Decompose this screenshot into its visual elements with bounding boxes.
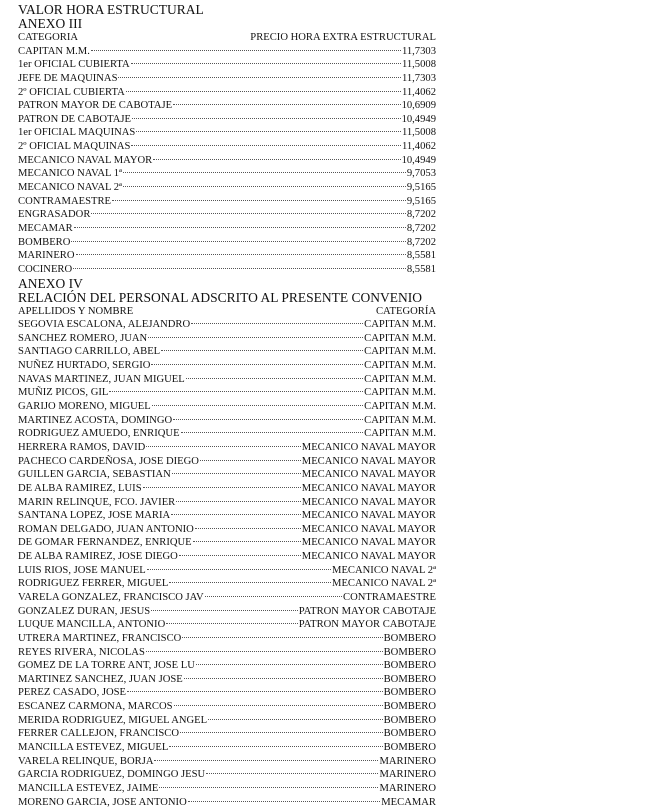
dot-leader bbox=[200, 460, 301, 461]
dot-leader bbox=[173, 419, 363, 420]
staff-row-label: MORENO GARCIA, JOSE ANTONIO bbox=[18, 796, 187, 808]
rate-row bbox=[18, 167, 436, 181]
staff-row-label: PACHECO CARDEÑOSA, JOSE DIEGO bbox=[18, 455, 199, 467]
rate-row bbox=[18, 58, 436, 72]
staff-row-value: MECANICO NAVAL 2ª bbox=[332, 564, 436, 576]
rate-row bbox=[18, 72, 436, 86]
rate-row-value: 9,5165 bbox=[406, 195, 436, 207]
staff-row-value: MECANICO NAVAL MAYOR bbox=[301, 496, 436, 508]
dot-leader bbox=[91, 50, 401, 51]
dot-leader bbox=[181, 432, 364, 433]
rate-row-value: 11,7303 bbox=[401, 45, 436, 57]
rate-row-label: MECANICO NAVAL 2ª bbox=[18, 182, 122, 194]
dot-leader bbox=[73, 268, 406, 269]
anexo-iv-title: ANEXO IV bbox=[18, 275, 83, 291]
staff-row bbox=[18, 468, 436, 482]
staff-row bbox=[18, 345, 436, 359]
staff-row-value: CAPITAN M.M. bbox=[364, 428, 436, 440]
anexo-iii-header bbox=[18, 31, 436, 45]
rate-row bbox=[18, 195, 436, 209]
document-title: VALOR HORA ESTRUCTURAL bbox=[18, 2, 204, 17]
staff-row-value: MECANICO NAVAL MAYOR bbox=[301, 441, 436, 453]
anexo-iv-header bbox=[18, 305, 436, 319]
dot-leader bbox=[91, 213, 405, 214]
staff-row-label: FERRER CALLEJON, FRANCISCO bbox=[18, 728, 179, 740]
staff-row-label: PEREZ CASADO, JOSE bbox=[18, 687, 127, 699]
staff-row-value: CAPITAN M.M. bbox=[364, 414, 436, 426]
rate-row bbox=[18, 99, 436, 113]
staff-row-value: MARINERO bbox=[379, 769, 436, 781]
staff-row-label: DE GOMAR FERNANDEZ, ENRIQUE bbox=[18, 537, 192, 549]
dot-leader bbox=[76, 254, 406, 255]
staff-row-value: CAPITAN M.M. bbox=[364, 373, 436, 385]
rate-row-value: 8,5581 bbox=[406, 250, 436, 262]
staff-row-label: RODRIGUEZ AMUEDO, ENRIQUE bbox=[18, 428, 180, 440]
rate-row-value: 11,7303 bbox=[401, 72, 436, 84]
dot-leader bbox=[193, 541, 301, 542]
staff-row-value: BOMBERO bbox=[383, 660, 436, 672]
rate-row-label: MECANICO NAVAL 1ª bbox=[18, 168, 122, 180]
rate-row-label: JEFE DE MAQUINAS bbox=[18, 72, 118, 84]
staff-row-value: PATRON MAYOR CABOTAJE bbox=[298, 619, 436, 631]
document-page bbox=[18, 3, 436, 809]
staff-row bbox=[18, 536, 436, 550]
staff-row-value: CAPITAN M.M. bbox=[364, 360, 436, 372]
dot-leader bbox=[154, 760, 378, 761]
dot-leader bbox=[186, 378, 363, 379]
staff-row-value: MECANICO NAVAL MAYOR bbox=[301, 537, 436, 549]
rate-row-label: 1er OFICIAL CUBIERTA bbox=[18, 59, 130, 71]
staff-row-value: PATRON MAYOR CABOTAJE bbox=[298, 605, 436, 617]
rate-row-value: 11,4062 bbox=[401, 86, 436, 98]
staff-row bbox=[18, 714, 436, 728]
staff-row-value: MECANICO NAVAL MAYOR bbox=[301, 469, 436, 481]
dot-leader bbox=[196, 664, 383, 665]
staff-row-value: BOMBERO bbox=[383, 728, 436, 740]
dot-leader bbox=[173, 104, 401, 105]
staff-row-value: BOMBERO bbox=[383, 742, 436, 754]
rate-row-label: CAPITAN M.M. bbox=[18, 45, 90, 57]
dot-leader bbox=[191, 323, 363, 324]
staff-row-label: MANCILLA ESTEVEZ, MIGUEL bbox=[18, 742, 169, 754]
rate-row-value: 11,5008 bbox=[401, 127, 436, 139]
rate-row-value: 8,7202 bbox=[406, 222, 436, 234]
rate-row-label: 2º OFICIAL MAQUINAS bbox=[18, 141, 131, 153]
rate-row-label: MECANICO NAVAL MAYOR bbox=[18, 154, 153, 166]
rate-row bbox=[18, 140, 436, 154]
staff-row bbox=[18, 700, 436, 714]
dot-leader bbox=[112, 200, 406, 201]
dot-leader bbox=[71, 241, 405, 242]
staff-row-label: MARTINEZ SANCHEZ, JUAN JOSE bbox=[18, 673, 183, 685]
staff-row-value: MECANICO NAVAL 2ª bbox=[332, 578, 436, 590]
staff-row-value: MECANICO NAVAL MAYOR bbox=[301, 455, 436, 467]
staff-row bbox=[18, 441, 436, 455]
rate-row-label: MARINERO bbox=[18, 250, 75, 262]
anexo-iii-title: ANEXO III bbox=[18, 16, 83, 31]
staff-row-label: VARELA RELINQUE, BORJA bbox=[18, 755, 154, 767]
rate-row bbox=[18, 263, 436, 277]
dot-leader bbox=[109, 391, 363, 392]
dot-leader bbox=[151, 610, 298, 611]
anexo-iv-col-name: APELLIDOS Y NOMBRE bbox=[18, 305, 134, 317]
rate-row-label: BOMBERO bbox=[18, 236, 71, 248]
staff-row bbox=[18, 332, 436, 346]
dot-leader bbox=[131, 145, 401, 146]
staff-row-value: BOMBERO bbox=[383, 632, 436, 644]
dot-leader bbox=[126, 91, 401, 92]
staff-row-value: MARINERO bbox=[379, 782, 436, 794]
staff-row-label: GOMEZ DE LA TORRE ANT, JOSE LU bbox=[18, 660, 195, 672]
dot-leader bbox=[146, 446, 301, 447]
staff-row-label: GUILLEN GARCIA, SEBASTIAN bbox=[18, 469, 171, 481]
rate-row-label: MECAMAR bbox=[18, 222, 73, 234]
dot-leader bbox=[143, 487, 301, 488]
staff-row-label: ROMAN DELGADO, JUAN ANTONIO bbox=[18, 523, 194, 535]
rate-row-value: 8,7202 bbox=[406, 209, 436, 221]
staff-row bbox=[18, 359, 436, 373]
staff-row bbox=[18, 318, 436, 332]
dot-leader bbox=[205, 596, 342, 597]
staff-row bbox=[18, 523, 436, 537]
staff-row-value: MECAMAR bbox=[381, 796, 436, 808]
staff-row-label: MARTINEZ ACOSTA, DOMINGO bbox=[18, 414, 173, 426]
staff-row-value: BOMBERO bbox=[383, 701, 436, 713]
rate-row bbox=[18, 222, 436, 236]
dot-leader bbox=[132, 118, 401, 119]
staff-row-value: CAPITAN M.M. bbox=[364, 332, 436, 344]
dot-leader bbox=[131, 63, 401, 64]
rate-row-label: COCINERO bbox=[18, 263, 73, 275]
dot-leader bbox=[146, 651, 383, 652]
staff-row-label: ESCANEZ CARMONA, MARCOS bbox=[18, 701, 173, 713]
staff-row-label: NUÑEZ HURTADO, SERGIO bbox=[18, 360, 151, 372]
staff-row bbox=[18, 455, 436, 469]
rate-row-label: ENGRASADOR bbox=[18, 209, 91, 221]
rate-row-value: 10,4949 bbox=[401, 113, 436, 125]
staff-row-label: MARIN RELINQUE, FCO. JAVIER bbox=[18, 496, 176, 508]
staff-row bbox=[18, 509, 436, 523]
staff-row bbox=[18, 686, 436, 700]
staff-row bbox=[18, 741, 436, 755]
anexo-iii-table bbox=[18, 45, 436, 277]
staff-row bbox=[18, 796, 436, 810]
rate-row-label: 1er OFICIAL MAQUINAS bbox=[18, 127, 136, 139]
staff-row bbox=[18, 755, 436, 769]
staff-row-label: LUQUE MANCILLA, ANTONIO bbox=[18, 619, 166, 631]
dot-leader bbox=[179, 555, 301, 556]
staff-row-value: MARINERO bbox=[379, 755, 436, 767]
rate-row-value: 9,7053 bbox=[406, 168, 436, 180]
staff-row-value: BOMBERO bbox=[383, 714, 436, 726]
rate-row bbox=[18, 126, 436, 140]
anexo-iv-col-category: CATEGORÍA bbox=[375, 305, 436, 317]
anexo-iii-col-price: PRECIO HORA EXTRA ESTRUCTURAL bbox=[250, 32, 436, 43]
staff-row bbox=[18, 646, 436, 660]
staff-row bbox=[18, 577, 436, 591]
dot-leader bbox=[174, 705, 383, 706]
rate-row bbox=[18, 45, 436, 59]
staff-row-label: SANTANA LOPEZ, JOSE MARIA bbox=[18, 510, 171, 522]
staff-row-label: REYES RIVERA, NICOLAS bbox=[18, 646, 145, 658]
staff-row bbox=[18, 605, 436, 619]
dot-leader bbox=[180, 732, 383, 733]
rate-row-value: 11,5008 bbox=[401, 59, 436, 71]
anexo-iv-table bbox=[18, 318, 436, 809]
dot-leader bbox=[147, 569, 331, 570]
staff-row-label: LUIS RIOS, JOSE MANUEL bbox=[18, 564, 146, 576]
staff-row bbox=[18, 414, 436, 428]
dot-leader bbox=[184, 678, 383, 679]
dot-leader bbox=[166, 623, 297, 624]
staff-row bbox=[18, 632, 436, 646]
dot-leader bbox=[195, 528, 301, 529]
staff-row-label: HERRERA RAMOS, DAVID bbox=[18, 441, 146, 453]
staff-row bbox=[18, 618, 436, 632]
dot-leader bbox=[172, 473, 301, 474]
dot-leader bbox=[169, 746, 382, 747]
dot-leader bbox=[118, 77, 400, 78]
dot-leader bbox=[188, 801, 381, 802]
staff-row-value: MECANICO NAVAL MAYOR bbox=[301, 523, 436, 535]
staff-row-label: DE ALBA RAMIREZ, LUIS bbox=[18, 482, 142, 494]
staff-row-label: GARCIA RODRIGUEZ, DOMINGO JESU bbox=[18, 769, 206, 781]
staff-row-label: RODRIGUEZ FERRER, MIGUEL bbox=[18, 578, 169, 590]
staff-row-value: CAPITAN M.M. bbox=[364, 319, 436, 331]
staff-row-value: MECANICO NAVAL MAYOR bbox=[301, 510, 436, 522]
staff-row-label: MANCILLA ESTEVEZ, JAIME bbox=[18, 782, 159, 794]
staff-row bbox=[18, 496, 436, 510]
dot-leader bbox=[127, 691, 383, 692]
staff-row bbox=[18, 591, 436, 605]
dot-leader bbox=[171, 514, 301, 515]
dot-leader bbox=[161, 350, 363, 351]
anexo-iv-subtitle: RELACIÓN DEL PERSONAL ADSCRITO AL PRESENTE CONVENIO bbox=[18, 289, 423, 305]
rate-row-label: PATRON DE CABOTAJE bbox=[18, 113, 131, 125]
staff-row-label: VARELA GONZALEZ, FRANCISCO JAV bbox=[18, 591, 204, 603]
staff-row-label: GARIJO MORENO, MIGUEL bbox=[18, 401, 151, 413]
dot-leader bbox=[169, 582, 331, 583]
staff-row bbox=[18, 727, 436, 741]
staff-row bbox=[18, 564, 436, 578]
staff-row bbox=[18, 782, 436, 796]
staff-row bbox=[18, 673, 436, 687]
staff-row-label: SANCHEZ ROMERO, JUAN bbox=[18, 332, 148, 344]
staff-row-value: MECANICO NAVAL MAYOR bbox=[301, 551, 436, 563]
staff-row-value: MECANICO NAVAL MAYOR bbox=[301, 482, 436, 494]
dot-leader bbox=[159, 787, 378, 788]
staff-row bbox=[18, 659, 436, 673]
staff-row-value: BOMBERO bbox=[383, 687, 436, 699]
rate-row-value: 8,5581 bbox=[406, 263, 436, 275]
rate-row-label: PATRON MAYOR DE CABOTAJE bbox=[18, 100, 173, 112]
staff-row-value: CAPITAN M.M. bbox=[364, 401, 436, 413]
dot-leader bbox=[148, 337, 363, 338]
rate-row-value: 8,7202 bbox=[406, 236, 436, 248]
dot-leader bbox=[136, 131, 401, 132]
rate-row-value: 10,6909 bbox=[401, 100, 436, 112]
staff-row-value: CONTRAMAESTRE bbox=[343, 591, 436, 603]
rate-row bbox=[18, 113, 436, 127]
rate-row bbox=[18, 208, 436, 222]
dot-leader bbox=[208, 719, 383, 720]
staff-row-label: MUÑIZ PICOS, GIL bbox=[18, 387, 109, 399]
dot-leader bbox=[123, 186, 406, 187]
dot-leader bbox=[74, 227, 406, 228]
rate-row bbox=[18, 249, 436, 263]
staff-row bbox=[18, 386, 436, 400]
anexo-iii-col-category: CATEGORIA bbox=[18, 32, 79, 43]
dot-leader bbox=[176, 501, 301, 502]
rate-row-label: 2º OFICIAL CUBIERTA bbox=[18, 86, 125, 98]
staff-row bbox=[18, 427, 436, 441]
staff-row-value: BOMBERO bbox=[383, 673, 436, 685]
staff-row bbox=[18, 400, 436, 414]
staff-row bbox=[18, 550, 436, 564]
rate-row bbox=[18, 154, 436, 168]
dot-leader bbox=[153, 159, 400, 160]
dot-leader bbox=[206, 773, 378, 774]
rate-row-value: 9,5165 bbox=[406, 182, 436, 194]
rate-row-value: 10,4949 bbox=[401, 154, 436, 166]
staff-row-value: CAPITAN M.M. bbox=[364, 346, 436, 358]
staff-row bbox=[18, 768, 436, 782]
staff-row-value: BOMBERO bbox=[383, 646, 436, 658]
staff-row-label: MERIDA RODRIGUEZ, MIGUEL ANGEL bbox=[18, 714, 208, 726]
staff-row-label: NAVAS MARTINEZ, JUAN MIGUEL bbox=[18, 373, 185, 385]
rate-row-label: CONTRAMAESTRE bbox=[18, 195, 111, 207]
dot-leader bbox=[152, 405, 363, 406]
staff-row bbox=[18, 482, 436, 496]
rate-row bbox=[18, 236, 436, 250]
rate-row bbox=[18, 181, 436, 195]
rate-row-value: 11,4062 bbox=[401, 141, 436, 153]
dot-leader bbox=[151, 364, 363, 365]
staff-row-label: GONZALEZ DURAN, JESUS bbox=[18, 605, 151, 617]
staff-row bbox=[18, 373, 436, 387]
staff-row-label: DE ALBA RAMIREZ, JOSE DIEGO bbox=[18, 551, 178, 563]
dot-leader bbox=[123, 172, 406, 173]
staff-row-label: UTRERA MARTINEZ, FRANCISCO bbox=[18, 632, 182, 644]
staff-row-label: SEGOVIA ESCALONA, ALEJANDRO bbox=[18, 319, 191, 331]
staff-row-label: SANTIAGO CARRILLO, ABEL bbox=[18, 346, 161, 358]
rate-row bbox=[18, 86, 436, 100]
staff-row-value: CAPITAN M.M. bbox=[364, 387, 436, 399]
dot-leader bbox=[182, 637, 382, 638]
